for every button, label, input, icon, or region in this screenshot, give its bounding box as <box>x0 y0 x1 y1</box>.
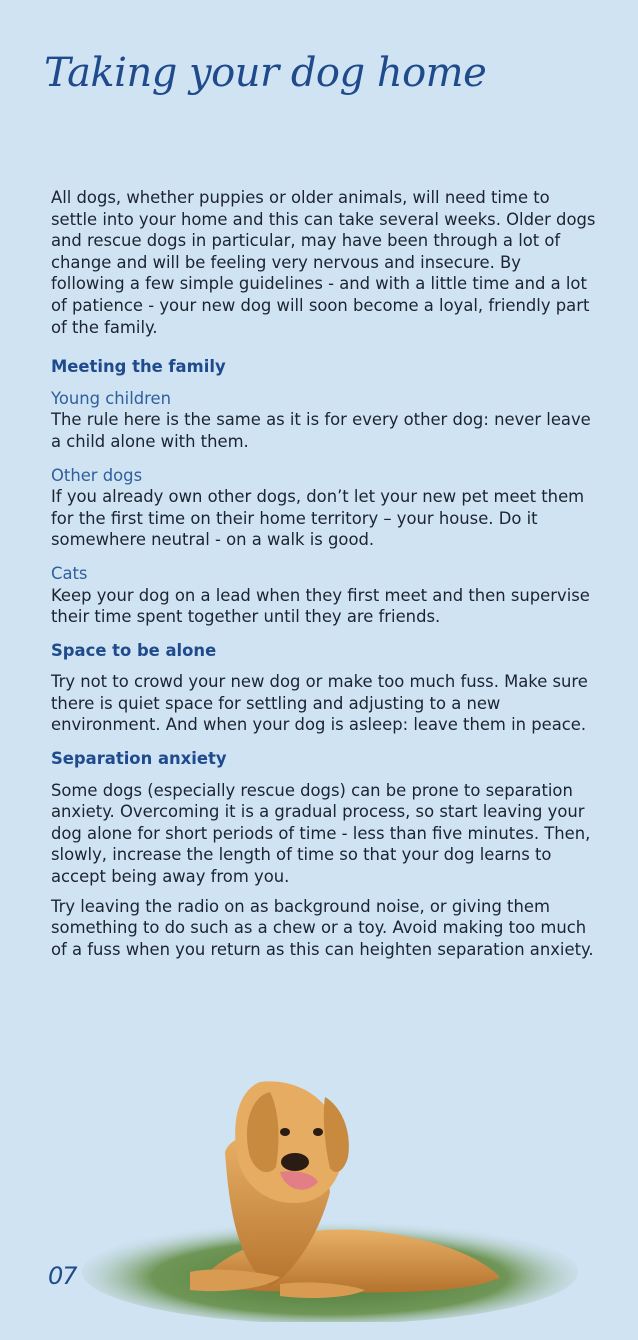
paragraph-cats: Keep your dog on a lead when they first meet and then supervise their time spent together until they are friends. <box>51 585 590 627</box>
subsection-separation-tips <box>51 896 599 961</box>
page-number: 07 <box>48 1262 77 1290</box>
paragraph-young-children: The rule here is the same as it is for every other dog: never leave a child alone with them. <box>51 410 591 451</box>
paragraph-separation-anxiety-2: Try leaving the radio on as background noise, or giving them something to do such as a chew or a toy. Avoid making too much of a fuss when you return as this can heighten separation anxiety. <box>51 896 594 959</box>
dog-figure <box>190 1081 500 1298</box>
subheading-other-dogs: Other dogs <box>51 465 143 485</box>
paragraph-separation-anxiety-1: Some dogs (especially rescue dogs) can be prone to separation anxiety. Overcoming it is a gradual process, so start leaving your dog alone for short periods of time - less than five minutes. Then, slowly, increase the length of time so that your dog learns to accept being away from you. <box>51 780 591 887</box>
section-heading-space-alone: Space to be alone <box>51 640 217 660</box>
subheading-young-children: Young children <box>51 388 172 408</box>
subsection-space-alone <box>51 671 599 736</box>
intro-paragraph: All dogs, whether puppies or older animals, will need time to settle into your home and this can take several weeks. Older dogs and rescue dogs in particular, may have been through a lot of change and will be feeling very nervous and insecure. By following a few simple guidelines - and with a little time and a lot of patience - your new dog will soon become a loyal, friendly part of the family. <box>51 188 596 337</box>
dog-illustration <box>80 1072 580 1322</box>
subsection-young-children <box>51 388 599 453</box>
paragraph-space-alone: Try not to crowd your new dog or make too much fuss. Make sure there is quiet space for settling and adjusting to a new environment. And when your dog is asleep: leave them in peace. <box>51 672 588 735</box>
section-heading-meeting-family: Meeting the family <box>51 357 226 377</box>
article-body <box>51 187 599 972</box>
paragraph-other-dogs: If you already own other dogs, don’t let your new pet meet them for the first time on their home territory – your house. Do it somewhere neutral - on a walk is good. <box>51 487 585 550</box>
page-title: Taking your dog home <box>44 50 487 96</box>
subsection-cats <box>51 563 599 628</box>
subsection-other-dogs <box>51 465 599 551</box>
section-heading-separation-anxiety: Separation anxiety <box>51 749 227 769</box>
subsection-separation-anxiety <box>51 780 599 888</box>
subheading-cats: Cats <box>51 563 88 583</box>
